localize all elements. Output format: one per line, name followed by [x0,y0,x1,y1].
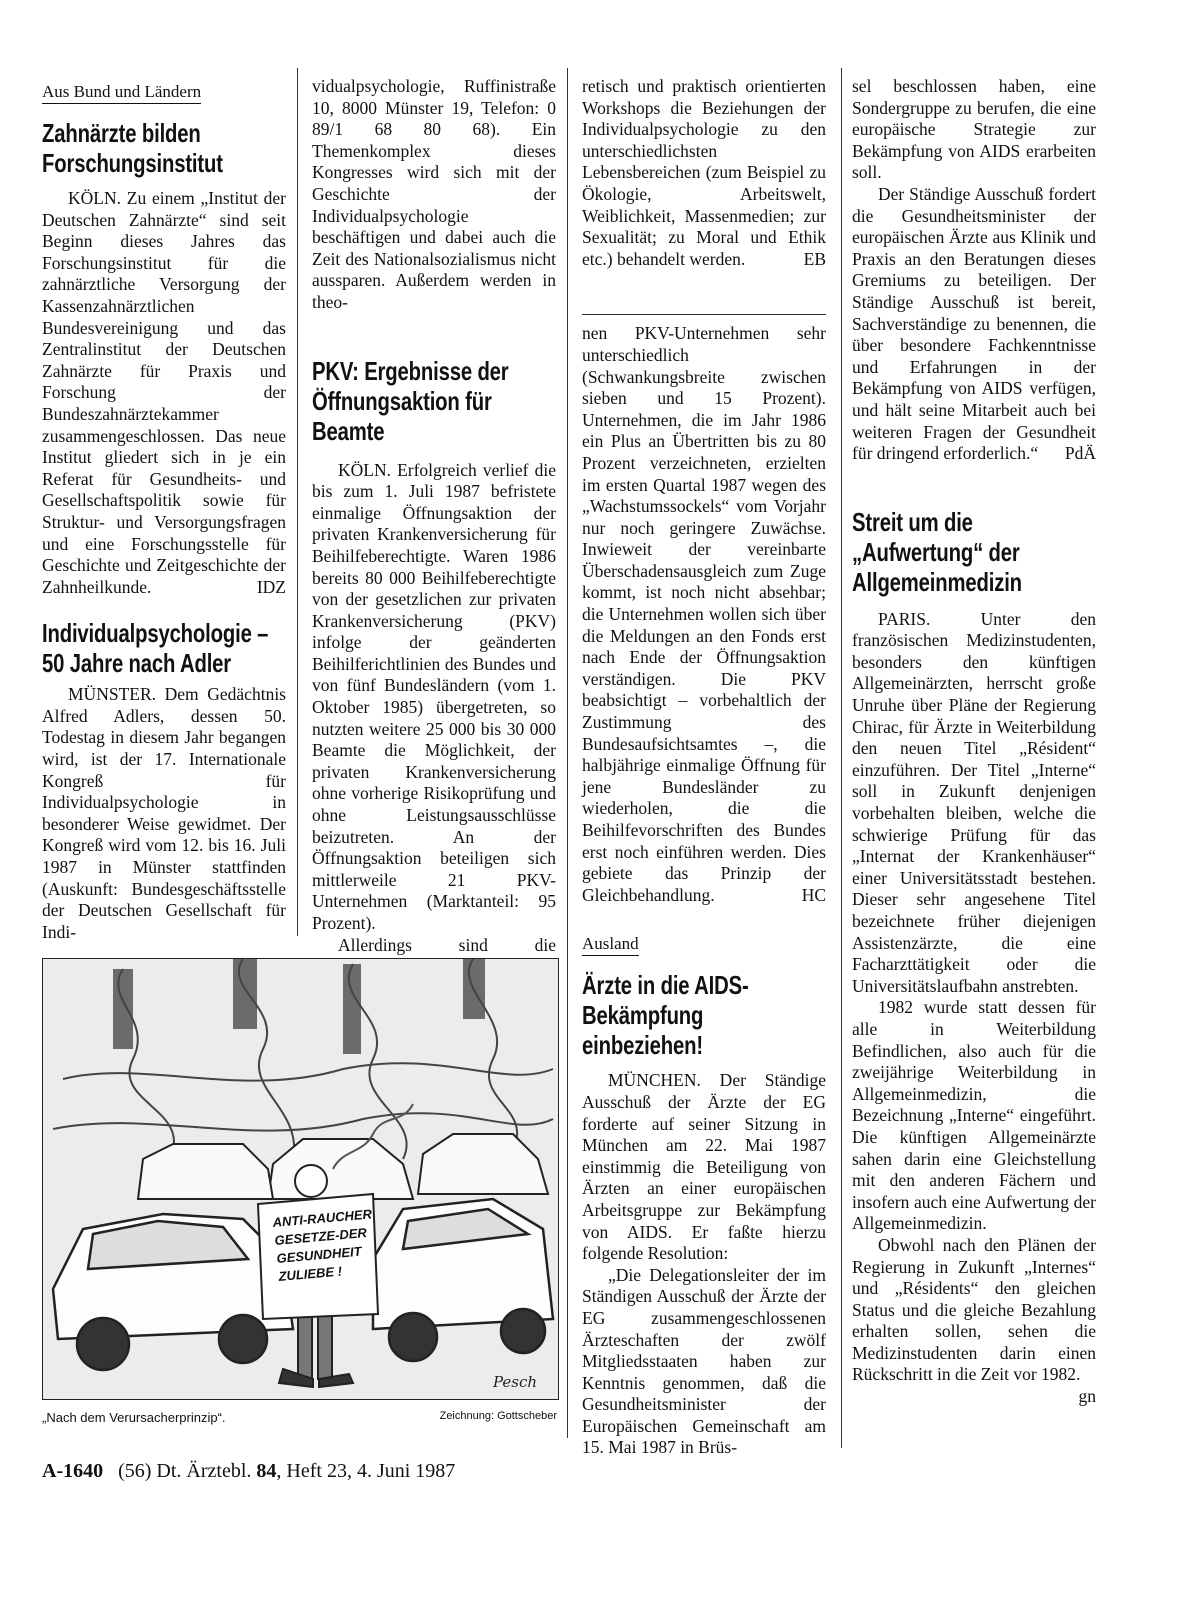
article-headline: PKV: Ergebnisse der Öffnungsaktion für Beamte [312,355,509,446]
newspaper-headline-line: ANTI-RAUCHER [271,1206,373,1230]
section-label: Ausland [582,934,639,956]
article-body: MÜNCHEN. Der Ständige Ausschuß der Ärzte der EG forderte auf seiner Sitzung in München am 22. Mai 1987 einstimmig die Beteiligung von Ärzten an einer europäischen Arbeitsgruppe zur Bekämpfung von AIDS. Er faßte hierzu folgende Resolution: [582,1070,826,1264]
journal-ref: (56) Dt. Ärztebl. [118,1460,252,1482]
article-body: MÜNSTER. Dem Gedächtnis Alfred Adlers, dessen 50. Todestag in diesem Jahr begangen wird, ist der 17. Internationale Kongreß für Individualpsychologie in besonderer Weise gewidmet. Der Kongreß wird vom 12. bis 16. Juli 1987 in Münster stattfinden (Auskunft: Bundesgeschäftsstelle der Deutschen Gesellschaft für Indi- [42,684,286,942]
newspaper-headline-line: GESUNDHEIT [275,1243,363,1266]
article-body: „Die Delegationsleiter der im Ständigen Ausschuß der Ärzte der EG zusammengeschlossenen Ärzteschaften der zwölf Mitgliedsstaaten haben zur Kenntnis genommen, daß die Gesundheitsminister der Europäischen Gemeinschaft am 15. Mai 1987 in Brüs- [582,1264,826,1458]
newspaper-headline-line: ZULIEBE ! [277,1263,343,1284]
article-body: KÖLN. Erfolgreich verlief die bis zum 1. Juli 1987 befristete einmalige Öffnungsaktion der privaten Krankenversicherung für Beihilfeberechtigte. Waren 1986 bereits 80 000 Beihilfeberechtigte von der gesetzlichen zur privaten Krankenversicherung (PKV) infolge der geänderten Beihilferichtlinien des Bundes und von fünf Bundesländern (vom 1. Oktober 1985) übergetreten, so nutzten weitere 25 000 bis 30 000 Beamte die Möglichkeit, der privaten Krankenversicherung ohne vorherige Risikoprüfung und ohne Leistungsausschlüsse beizutreten. An der Öffnungsaktion beteiligen sich mittlerweile 21 PKV-Unternehmen (Marktanteil: 95 Prozent). [312,459,556,933]
issue-date: , Heft 23, 4. Juni 1987 [276,1460,456,1482]
article-body: PARIS. Unter den französischen Medizinstudenten, besonders den künftigen Allgemeinärzten, herrscht große Unruhe über Pläne der Regierung Chirac, für Ärzte in Weiterbildung den neuen Titel „Résident“ einzuführen. Der Titel „Interne“ soll in Zukunft denjenigen vorbehalten bleiben, welche die schwierige Prüfung für das „Internat der Krankenhäuser“ einer Universitätsstadt bestehen. Dieser sehr angesehene Titel bezeichnete früher diejenigen Assistenzärzte, die eine Facharzttätigkeit oder die Universitätslaufbahn anstrebten. [852,608,1096,996]
cartoon-illustration [42,958,559,1400]
cartoon-credit: Zeichnung: Gottscheber [439,1410,557,1422]
article-body: sel beschlossen haben, eine Sondergruppe zu berufen, die eine europäische Strategie zur Bekämpfung von AIDS erarbeiten soll. [852,76,1096,183]
cartoon-caption: „Nach dem Verursacherprinzip“. [42,1410,226,1425]
column-1 [42,82,286,943]
artist-signature: Pesch [493,1373,538,1391]
column-rule [297,68,298,936]
article-body: vidualpsychologie, Ruffinistraße 10, 8000 Münster 19, Telefon: 0 89/1 68 80 68). Ein Themenkomplex dieses Kongresses wird sich mit der Geschichte der Individualpsychologie beschäftigen und dabei auch die Zeit des Nationalsozialismus nicht aussparen. Außerdem werden in theo- [312,76,556,312]
newspaper-headline-line: GESETZE-DER [273,1224,368,1248]
article-headline: Streit um die „Aufwertung“ der Allgemeinmedizin [852,506,1022,597]
cartoon-drawing [43,959,558,1399]
column-rule [567,68,568,1438]
page-number: A-1640 [42,1460,104,1482]
author-signature: gn [1078,1386,1096,1407]
article-body: retisch und praktisch orientierten Workshops die Beziehungen der Individualpsychologie zu den unterschiedlichsten Lebensbereichen (zum Beispiel zu Ökologie, Arbeitswelt, Weiblichkeit, Massenmedien; zur Sexualität; zu Moral und Ethik etc.) behandelt werden. EB [582,76,826,269]
journal-volume: 84 [256,1460,277,1482]
column-rule [841,68,842,1448]
article-body: KÖLN. Zu einem „Institut der Deutschen Zahnärzte“ sind seit Beginn dieses Jahres das Forschungsinstitut für die zahnärztliche Versorgung der Kassenzahnärztlichen Bundesvereinigung und das Zentralinstitut der Deutschen Zahnärzte für Praxis und Forschung der Bundeszahnärztekammer zusammengeschlossen. Das neue Institut gliedert sich in je ein Referat für Gesundheits- und Gesellschaftspolitik sowie für Struktur- und Versorgungsfragen und eine Forschungsstelle für Geschichte und Zeitgeschichte der Zahnheilkunde. IDZ [42,188,286,597]
author-signature: HC [801,884,826,905]
article-body: Allerdings sind die [338,934,556,955]
section-label: Aus Bund und Ländern [42,82,201,104]
article-headline: Ärzte in die AIDS-Bekämpfung einbeziehen! [582,970,749,1061]
page-footer [42,1460,455,1483]
column-2 [312,76,556,978]
column-4 [852,76,1096,1408]
article-body: nen PKV-Unternehmen sehr unterschiedlich (Schwankungsbreite zwischen sieben und 15 Prozent). Unternehmen, die im Jahr 1986 ein Plus an Übertritten bis zu 80 Prozent verzeichneten, erzielten im ersten Quartal 1987 wegen des „Wachstumssockels“ vom Vorjahr nur noch geringere Zuwächse. Inwieweit der vereinbarte Überschadensausgleich zum Zuge kommt, ist noch nicht absehbar; die Unternehmen wollen sich über die Meldungen an den Fonds erst nach Ende der Öffnungsaktion verständigen. Die PKV beabsichtigt – vorbehaltlich der Zustimmung des Bundesaufsichtsamtes –, die halbjährige einmalige Öffnung für jene Bundesländer zu wiederholen, die die Beihilfevorschriften des Bundes erst noch einführen werden. Dies gebiete das Prinzip der Gleichbehandlung. HC [582,323,826,905]
article-body: 1982 wurde statt dessen für alle in Weiterbildung Befindlichen, also auch für die zweijährige Weiterbildung in Allgemeinmedizin, die Bezeichnung „Interne“ eingeführt. Die künftigen Allgemeinärzte sahen darin eine Gleichstellung mit den anderen Fächern und insofern auch eine Aufwertung der Allgemeinmedizin. [852,997,1096,1234]
column-3 [582,76,826,1459]
article-headline: Zahnärzte bilden Forschungsinstitut [42,118,223,178]
article-body: Obwohl nach den Plänen der Regierung in Zukunft „Internes“ und „Résidents“ den gleichen Status und die gleiche Bezahlung erhalten sollen, sehen die Medizinstudenten darin einen Rückschritt in die Zeit vor 1982. gn [852,1234,1096,1407]
author-signature: EB [803,248,826,269]
article-body: Der Ständige Ausschuß fordert die Gesundheitsminister der europäischen Ärzte aus Klinik und Praxis an den Beratungen dieses Gremiums zu beteiligen. Der Ständige Ausschuß ist bereit, Sachverständige zu benennen, die über besondere Fachkenntnisse und Erfahrungen in der Bekämpfung von AIDS verfügen, und hält seine Mitarbeit auch bei weiteren Fragen der Gesundheit für dringend erforderlich.“ PdÄ [852,183,1096,464]
author-signature: IDZ [256,576,286,597]
article-headline: Individualpsychologie – 50 Jahre nach Adler [42,618,269,679]
author-signature: PdÄ [1064,443,1096,464]
